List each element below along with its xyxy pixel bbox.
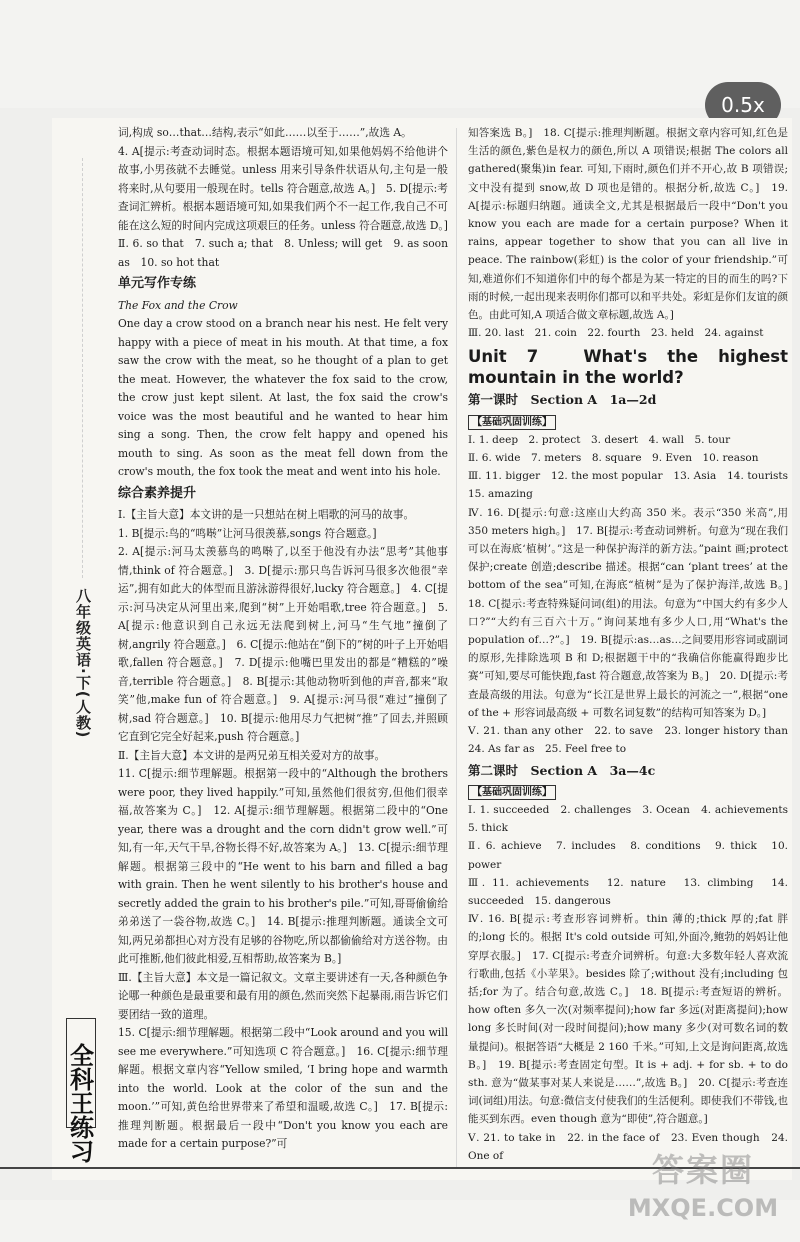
answer-paragraph: 知答案选 B。] 18. C[提示:推理判断题。根据文章内容可知,红色是生活的颜色,紫色是权力的颜色,所以 A 项错误;根据 The colors all gathered(聚集)in fear. 可知,下雨时,颜色们并不开心,故 B 项错误;文中没有提到 snow,故 D 项也是错的。根据分析,故选 C。] 19. A[提示:标题归纳题。通读全文,尤其是根据最后一段中“Don't you know you each are made for a certain purpose? When it rains, appear together to show that you can all live in peace. The rainbow(彩虹) is the color of your friendship.”可知,难道你们不知道你们中的每个都是为某一特定的目的而生的吗?下雨的时候,一起出现来表明你们都可以和平共处。彩虹是你们友谊的颜色。由此可知,A 项适合做文章标题,故选 A。]	[468, 127, 788, 322]
viewer-top-band	[0, 0, 800, 108]
spine-rule	[82, 158, 83, 578]
section-tag: 【基础巩固训练】	[468, 415, 556, 430]
answer-paragraph: One day a crow stood on a branch near his nest. He felt very happy with a piece of meat in his mouth. At that time, a fox saw the crow with the meat, so he thought of a plan to get the meat. However, the whatever the fox said to the crow, the crow just kept silent. At last, the fox said the crow's voice was the most beautiful and he wanted to hear him sing a song. Then, the crow felt happy and opened his mouth to sing. As soon as the meat fell down from the crow's mouth, the fox took the meat and went into his hole.	[118, 317, 448, 478]
answer-paragraph: Ⅰ. 1. deep 2. protect 3. desert 4. wall 5. tour	[468, 433, 731, 446]
answer-paragraph: Ⅲ. 20. last 21. coin 22. fourth 23. held 24. against	[468, 327, 764, 340]
answer-paragraph: Ⅰ. 1. succeeded 2. challenges 3. Ocean 4. achievements 5. thick	[468, 803, 799, 835]
answer-paragraph: 15. C[提示:细节理解题。根据第二段中“Look around and you will see me everywhere.”可知选项 C 符合题意。] 16. C[提示:细节理解题。根据文章内容“Yellow smiled, ‘I bring hope and warmth into the world. Look at the color of the sun and the moon.’”可知,黄色给世界带来了希望和温暖,故选 C。] 17. B[提示:推理判断题。根据最后一段中“Don't you know you each are made for a certain purpose?”可	[118, 1026, 448, 1150]
section-heading: 综合素养提升	[118, 485, 197, 501]
answer-paragraph: Ⅳ. 16. B[提示:考查形容词辨析。thin 薄的;thick 厚的;fat 胖的;long 长的。根据 It's cold outside 可知,外面冷,鲍勃的妈妈让他穿厚衣服。] 17. C[提示:考查介词辨析。句意:大多数年轻人喜欢流行歌曲,包括《小苹果》。besides 除了;without 没有;including 包括;for 为了。结合句意,故选 C。] 18. B[提示:考查短语的辨析。how often 多久一次(对频率提问);how far 多远(对距离提问);how long 多长时间(对一段时间提问);how many 多少(对可数名词的数量提问)。根据答语“大概是 2 160 千米。”可知,上文是询问距离,故选 B。] 19. B[提示:考查固定句型。It is + adj. + for sb. + to do sth. 意为“做某事对某人来说是……”,故选 B。] 20. C[提示:考查连词(词组)用法。句意:微信支付使我们的生活便利。即使我们不带钱,也能买到东西。even though 意为“即使”,符合题意。]	[468, 913, 788, 1126]
document-page	[52, 118, 799, 1180]
watermark-url: MXQE.COM	[627, 1194, 779, 1222]
section-heading: 单元写作专练	[118, 276, 197, 291]
answer-paragraph: 2. A[提示:河马太羡慕鸟的鸣啭了,以至于他没有办法“思考”其他事情,think of 符合题意。] 3. D[提示:那只鸟告诉河马很多次他很“幸运”,拥有如此大的体型而且游泳游得很好,lucky 符合题意。] 4. C[提示:河马决定从河里出来,爬到“树”上开始唱歌,tree 符合题意。] 5. A[提示:他意识到自己永远无法爬到树上,河马“生气地”撞倒了树,angrily 符合题意。] 6. C[提示:他站在“倒下的”树的叶子上开始唱歌,fallen 符合题意。] 7. D[提示:他嘴巴里发出的都是“糟糕的”噪音,terrible 符合题意。] 8. B[提示:其他动物听到他的声音,都来“取笑”他,make fun of 符合题意。] 9. A[提示:河马很“难过”撞倒了树,sad 符合题意。] 10. B[提示:他用尽力气把树“推”了回去,并照顾它直到它完全好起来,push 符合题意。]	[118, 545, 448, 743]
answer-paragraph: 11. C[提示:细节理解题。根据第一段中的“Although the brothers were poor, they lived happily.”可知,虽然他们很贫穷,但他们很幸福,故答案为 C。] 12. A[提示:细节理解题。根据第二段中的“One year, there was a drought and the corn didn't grow well.”可知,有一年,天气干旱,谷物长得不好,故答案为 A。] 13. C[提示:细节理解题。根据第三段中的“He went to his barn and filled a bag with grain. Then he went silently to his brother's house and secretly added the grain to his brother's pile.”可知,哥哥偷偷给弟弟送了一袋谷物,故选 C。] 14. B[提示:推理判断题。通读全文可知,两兄弟都担心对方没有足够的谷物吃,所以都偷偷给对方送谷物。由此可推断,他们彼此相爱,互相帮助,故答案为 B。]	[118, 767, 448, 965]
answer-paragraph: Ⅲ. 11. achievements 12. nature 13. climbing 14. succeeded 15. dangerous	[468, 876, 788, 907]
answer-paragraph: Ⅱ. 6. so that 7. such a; that 8. Unless; will get 9. as soon as 10. so hot that	[118, 237, 448, 269]
site-watermark	[608, 1148, 798, 1238]
answer-paragraph: Ⅱ.【主旨大意】本文讲的是两兄弟互相关爱对方的故事。	[118, 748, 386, 762]
right-column	[468, 124, 799, 1165]
answer-paragraph: Ⅲ.【主旨大意】本文是一篇记叙文。文章主要讲述有一天,各种颜色争论哪一种颜色是最重要和最有用的颜色,然而突然下起暴雨,雨告诉它们要团结一致的道理。	[118, 970, 448, 1021]
left-column	[118, 124, 448, 1154]
story-title: The Fox and the Crow	[118, 298, 238, 312]
answer-paragraph: Ⅲ. 11. bigger 12. the most popular 13. Asia 14. tourists 15. amazing	[468, 470, 799, 501]
watermark-text: 答案圈	[651, 1151, 754, 1189]
page-spine	[52, 118, 110, 1180]
answer-paragraph: Ⅰ.【主旨大意】本文讲的是一只想站在树上唱歌的河马的故事。	[118, 508, 415, 521]
section-tag-line	[468, 783, 788, 801]
unit-title: Unit 7 What's the highest mountain in the world?	[468, 347, 788, 388]
brand-logo: 全科王练习	[65, 1043, 95, 1163]
answer-paragraph: 词,构成 so…that…结构,表示“如此……以至于……”,故选 A。	[118, 126, 412, 139]
zoom-level-button[interactable]: 0.5x	[705, 82, 781, 128]
column-divider	[456, 128, 457, 1168]
course-label: 八年级英语·下(人教)	[74, 588, 92, 739]
answer-paragraph: Ⅴ. 21. to take in 22. in the face of 23. Even though 24. One of	[468, 1131, 788, 1162]
answer-paragraph: Ⅴ. 21. than any other 22. to save 23. longer history than 24. As far as 25. Feel free to	[468, 725, 799, 756]
section-tag-line	[468, 413, 788, 431]
answer-paragraph: 4. A[提示:考查动词时态。根据本题语境可知,如果他妈妈不给他讲个故事,小男孩就不去睡觉。unless 用来引导条件状语从句,主句是一般将来时,从句要用一般现在时。tells 符合题意,故选 A。] 5. D[提示:考查词汇辨析。根据本题语境可知,如果我们两个不一起工作,我自己不可能在这么短的时间内完成这项艰巨的任务。unless 符合题意,故选 D。]	[118, 144, 448, 232]
answer-paragraph: Ⅱ. 6. wide 7. meters 8. square 9. Even 10. reason	[468, 452, 759, 465]
lesson-title: 第二课时 Section A 3a—4c	[468, 762, 656, 778]
section-tag: 【基础巩固训练】	[468, 785, 556, 800]
lesson-title: 第一课时 Section A 1a—2d	[468, 392, 657, 408]
answer-paragraph: 1. B[提示:鸟的“鸣啭”让河马很羡慕,songs 符合题意。]	[118, 526, 377, 540]
answer-paragraph: Ⅳ. 16. D[提示:句意:这座山大约高 350 米。表示“350 米高”,用 350 meters high。] 17. B[提示:考查动词辨析。句意为“现在我们可以在海底‘植树’。”这是一种保护海洋的新方法。”paint 画;protect 保护;create 创造;describe 描述。根据“can ‘plant trees’ at the bottom of the sea”可知,在海底“植树”是为了保护海洋,故选 B。] 18. C[提示:考查特殊疑问词(组)的用法。句意为“中国大约有多少人口?”“大约有三百六十万。”询问某地有多少人口,用“What's the population of…?”。] 19. B[提示:as…as…之间要用形容词或副词的原形,先排除选项 B 和 D;根据题干中的“我确信你能赢得跑步比赛”可知,要尽可能快跑,fast 符合题意,故答案为 B。] 20. D[提示:考查最高级的用法。句意为“长江是世界上最长的河流之一”,根据“one of the + 形容词最高级 + 可数名词复数”的结构可知答案为 D。]	[468, 506, 799, 719]
answer-paragraph: Ⅱ. 6. achieve 7. includes 8. conditions 9. thick 10. power	[468, 840, 788, 871]
